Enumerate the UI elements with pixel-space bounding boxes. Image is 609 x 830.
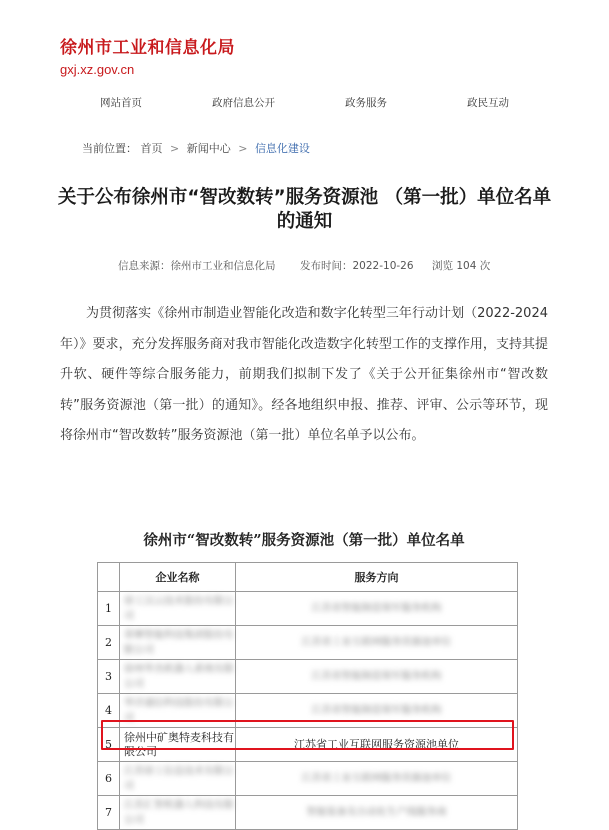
article-views: 浏览 104 次 xyxy=(432,260,491,272)
company-name: 江苏汇智机器人科技有限公司 xyxy=(124,799,234,826)
header-index xyxy=(98,563,120,592)
service-direction-cell xyxy=(236,660,518,694)
row-index: 3 xyxy=(98,660,120,694)
company-name: 徐工汉云技术股份有限公司 xyxy=(124,595,234,622)
table-title: 徐州市“智改数转”服务资源池（第一批）单位名单 xyxy=(143,532,465,549)
article-date: 发布时间：2022-10-26 xyxy=(300,260,414,272)
highlight-box xyxy=(101,720,514,750)
row-index: 7 xyxy=(98,796,120,830)
breadcrumb-separator: > xyxy=(170,142,180,155)
company-name: 徐州华杰机器人系统有限公司 xyxy=(124,663,234,690)
table-row xyxy=(98,626,518,660)
breadcrumb xyxy=(82,140,310,156)
article-body: 为贯彻落实《徐州市制造业智能化改造和数字化转型三年行动计划（2022-2024年）》要求，充分发挥服务商对我市智能化改造数字化转型工作的支撑作用，支持其提升软、硬件等综合服务能力，前期我们拟制下发了《关于公开征集徐州市“智改数转”服务资源池（第一批）的通知》。经各地组织申报、推荐、评审、公示等环节，现将徐州市“智改数转”服务资源池（第一批）单位名单予以公布。 xyxy=(60,306,548,443)
row-index: 1 xyxy=(98,592,120,626)
service-direction: 江苏省智能制造领军服务机构 xyxy=(311,705,442,716)
row-index: 2 xyxy=(98,626,120,660)
table-row xyxy=(98,592,518,626)
service-direction: 江苏省工业互联网服务资源池单位 xyxy=(301,773,452,784)
nav-item-home[interactable]: 网站首页 xyxy=(100,97,142,109)
company-name: 蒂摩智能科技集团股份有限公司 xyxy=(124,629,234,656)
article-title: 关于公布徐州市“智改数转”服务资源池 （第一批）单位名单的通知 xyxy=(57,187,552,232)
company-name-cell xyxy=(120,660,236,694)
company-name: 徐州中矿奥特麦科技有限公司 xyxy=(124,730,234,758)
site-url[interactable]: gxj.xz.gov.cn xyxy=(60,62,135,77)
nav-item-interaction[interactable]: 政民互动 xyxy=(467,97,509,109)
service-direction: 江苏省工业互联网服务资源池单位 xyxy=(294,737,459,751)
row-index: 5 xyxy=(98,728,120,762)
table-row xyxy=(98,660,518,694)
site-title[interactable]: 徐州市工业和信息化局 xyxy=(60,38,235,58)
breadcrumb-home[interactable]: 首页 xyxy=(140,142,163,155)
company-name-cell xyxy=(120,762,236,796)
service-direction-cell xyxy=(236,592,518,626)
table-row xyxy=(98,762,518,796)
service-direction: 江苏省工业互联网服务资源池单位 xyxy=(301,637,452,648)
header-company-name: 企业名称 xyxy=(120,563,236,592)
table-body xyxy=(98,592,518,830)
service-direction: 智能装备及自动化生产线服务商 xyxy=(306,807,447,818)
breadcrumb-news[interactable]: 新闻中心 xyxy=(186,142,231,155)
main-nav xyxy=(0,95,609,111)
nav-item-gov-info[interactable]: 政府信息公开 xyxy=(212,97,275,109)
company-name-cell xyxy=(120,592,236,626)
row-index: 6 xyxy=(98,762,120,796)
service-direction: 江苏省智能制造领军服务机构 xyxy=(311,603,442,614)
article-source: 信息来源：徐州市工业和信息化局 xyxy=(118,260,276,272)
company-name-cell xyxy=(120,626,236,660)
header-service-direction: 服务方向 xyxy=(236,563,518,592)
table-header-row xyxy=(98,563,518,592)
company-name: 江苏徐工信息技术有限公司 xyxy=(124,765,234,792)
nav-item-gov-services[interactable]: 政务服务 xyxy=(345,97,387,109)
service-direction-cell xyxy=(236,762,518,796)
breadcrumb-current[interactable]: 信息化建设 xyxy=(254,142,310,155)
company-name: 华洋通信科技股份有限公司 xyxy=(124,697,234,724)
row-index: 4 xyxy=(98,694,120,728)
service-direction-cell xyxy=(236,626,518,660)
breadcrumb-prefix: 当前位置： xyxy=(82,142,137,155)
service-direction: 江苏省智能制造领军服务机构 xyxy=(311,671,442,682)
cut-off-row-fragment xyxy=(97,806,527,818)
unit-list-table xyxy=(97,562,518,830)
breadcrumb-separator: > xyxy=(238,142,248,155)
